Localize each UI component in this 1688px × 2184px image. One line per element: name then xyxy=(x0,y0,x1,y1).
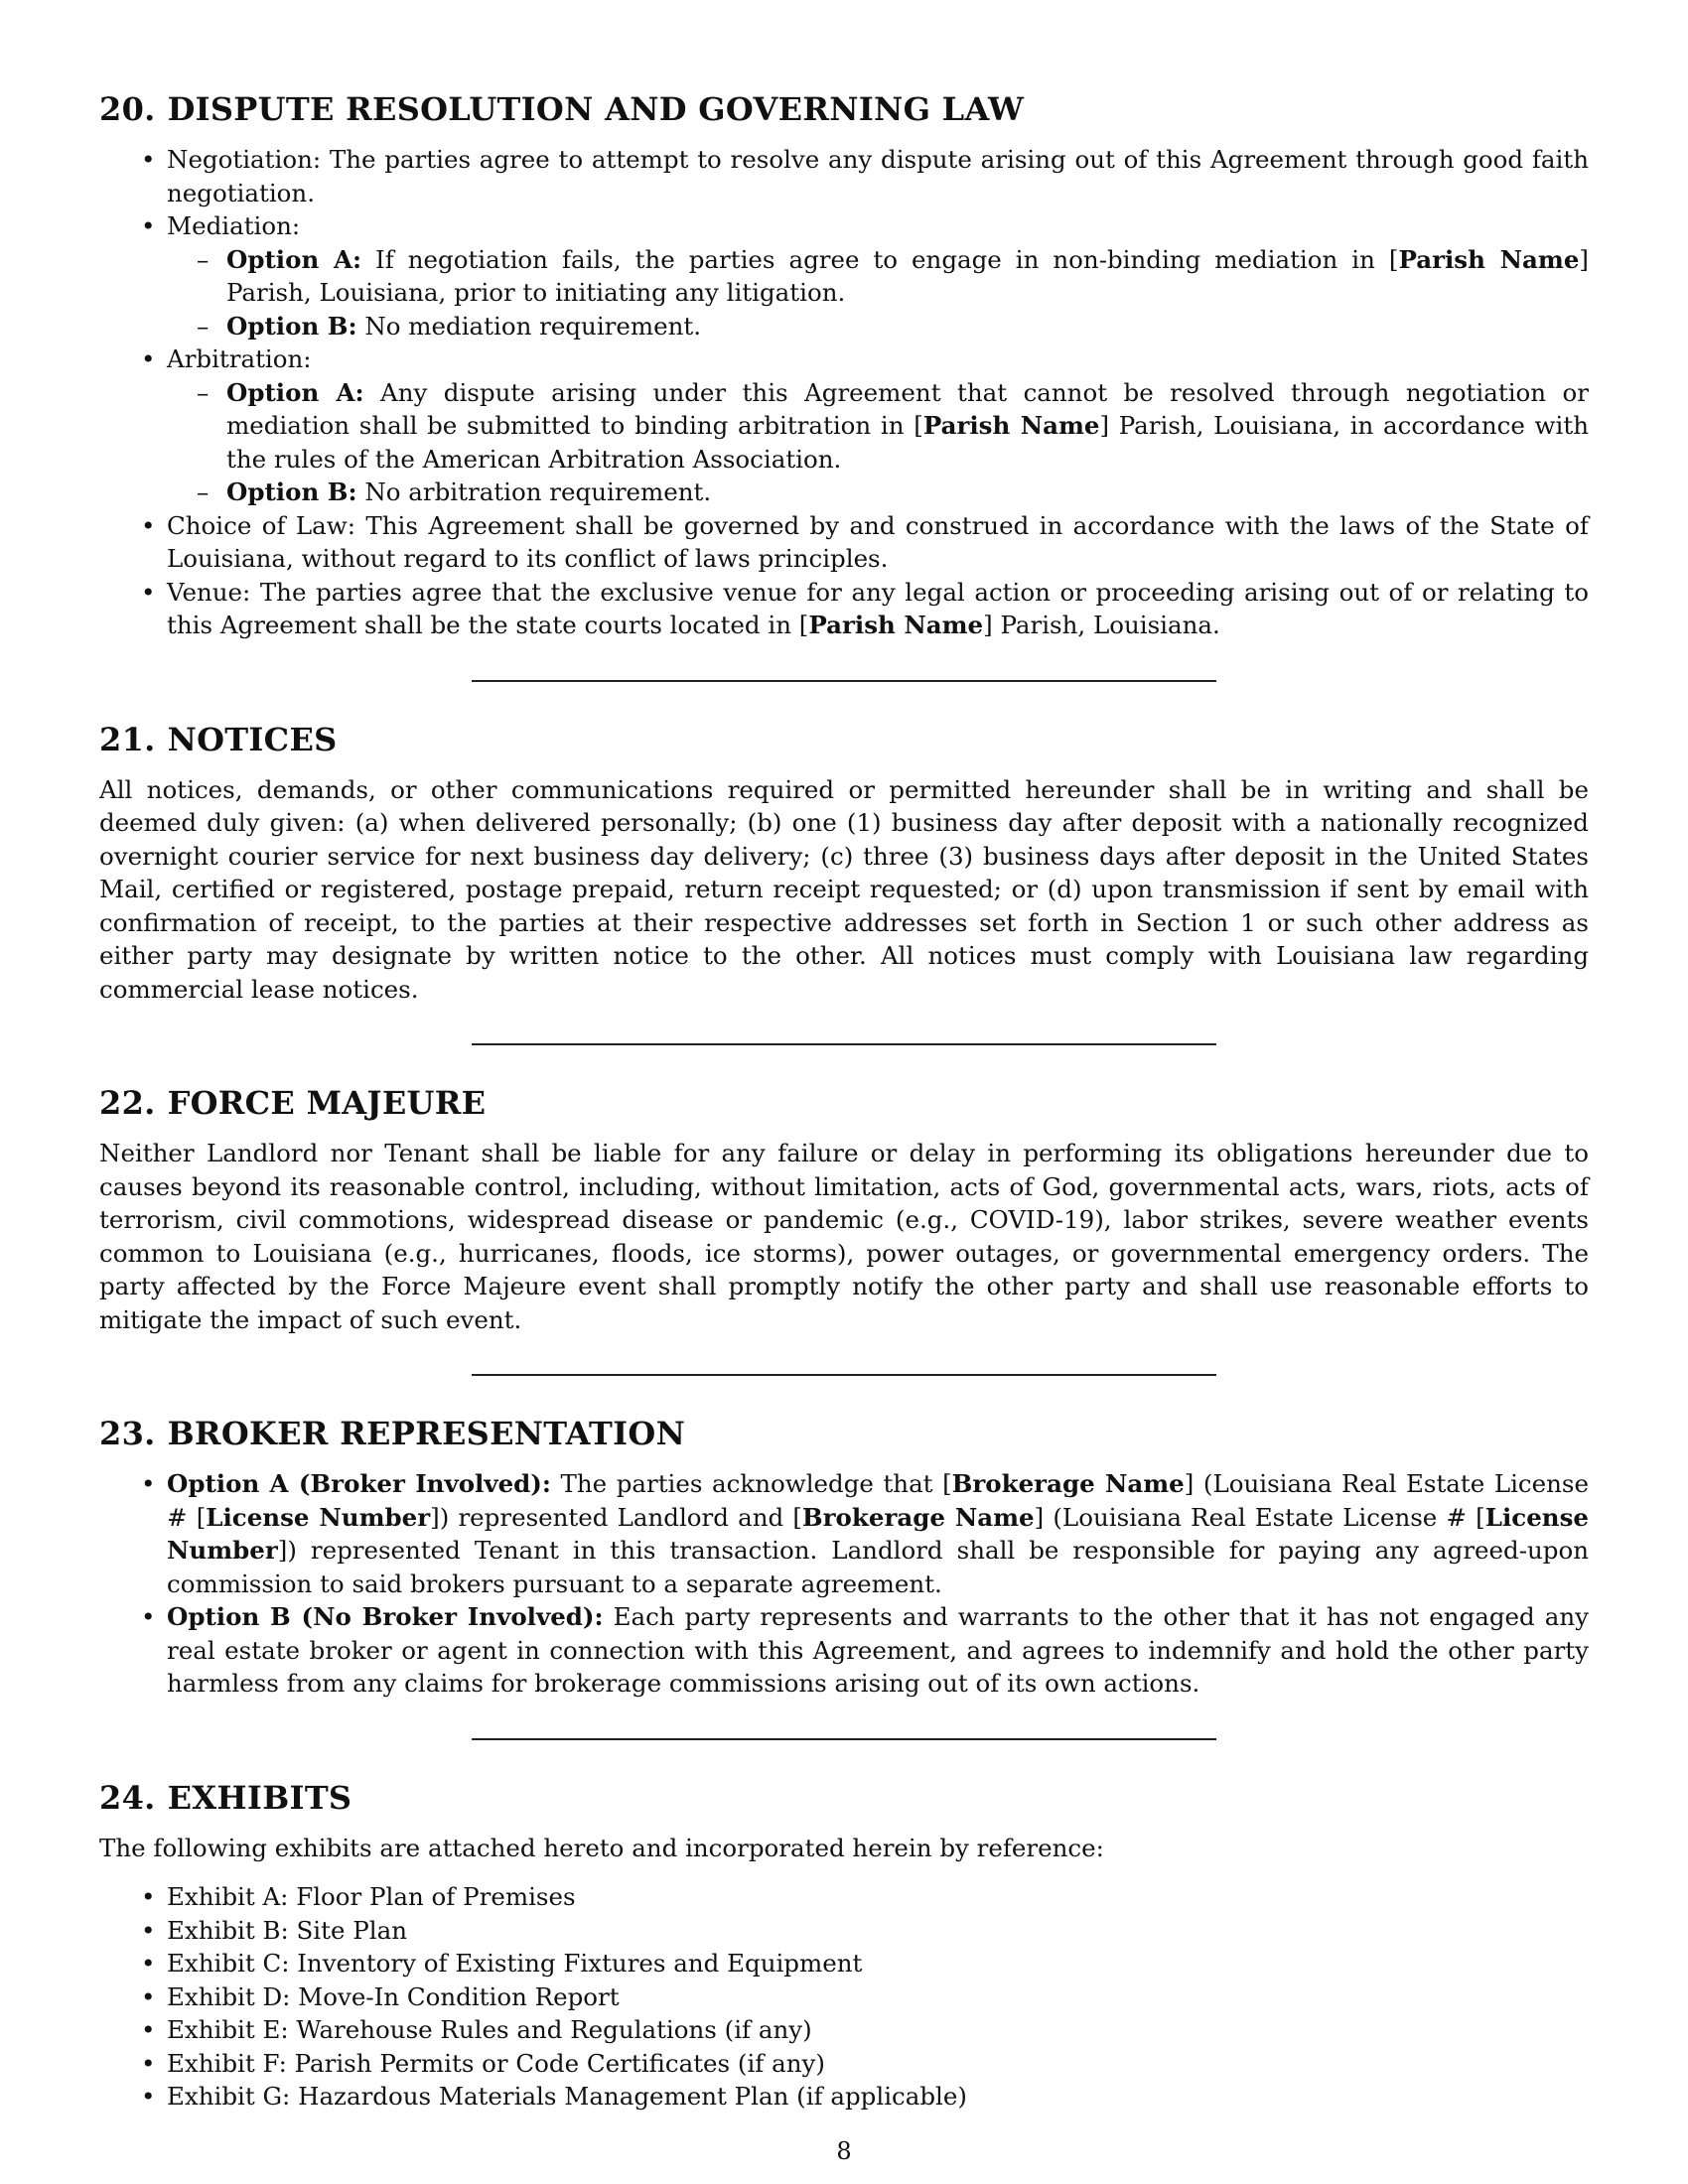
paragraph: All notices, demands, or other communications required or permitted hereunder shall be in writing and shall be deemed duly given: (a) when delivered personally; (b) one (1) business day after deposit with a nationally recognized overnight courier service for next business day delivery; (c) three (3) business days after deposit in the United States Mail, certified or registered, postage prepaid, return receipt requested; or (d) upon transmission if sent by email with confirmation of receipt, to the parties at their respective addresses set forth in Section 1 or such other address as either party may designate by written notice to the other. All notices must comply with Louisiana law regarding commercial lease notices. xyxy=(99,774,1589,1004)
text: ]) represented Tenant in this transaction. Landlord shall be responsible for paying any agreed-upon commission to said brokers pursuant to a separate agreement. xyxy=(167,1536,1589,1598)
list-item: • Negotiation: The parties agree to attempt to resolve any dispute arising out of this Agreement through good faith negotiation. xyxy=(167,143,1589,209)
section-title: BROKER REPRESENTATION xyxy=(167,1415,686,1452)
list-item: • Exhibit A: Floor Plan of Premises xyxy=(167,1880,1589,1914)
section-number: 22. xyxy=(99,1084,156,1122)
list-item xyxy=(167,209,1589,342)
section-title: DISPUTE RESOLUTION AND GOVERNING LAW xyxy=(167,90,1025,128)
placeholder-field: Parish Name xyxy=(1398,244,1580,274)
list-item xyxy=(167,576,1589,642)
list-item: • Choice of Law: This Agreement shall be governed by and construed in accordance with the laws of the State of Louisiana, without regard to its conflict of laws principles. xyxy=(167,509,1589,576)
text: No mediation requirement. xyxy=(356,311,702,341)
sub-list-item xyxy=(226,476,1589,509)
option-label: Option A: xyxy=(226,377,364,407)
section-heading xyxy=(99,89,1589,129)
list-item: • Exhibit G: Hazardous Materials Management Plan (if applicable) xyxy=(167,2080,1589,2114)
section-heading xyxy=(99,1083,1589,1123)
bullet-list xyxy=(99,143,1589,642)
list-item xyxy=(167,1467,1589,1600)
option-label: Option A (Broker Involved): xyxy=(167,1469,551,1498)
exhibit-list xyxy=(99,1880,1589,2114)
page-number: 8 xyxy=(836,2137,852,2165)
sub-list-item xyxy=(226,243,1589,310)
section-divider xyxy=(472,1738,1216,1740)
list-item xyxy=(167,1600,1589,1701)
paragraph: Neither Landlord nor Tenant shall be liable for any failure or delay in performing its obligations hereunder due to causes beyond its reasonable control, including, without limitation, acts of God, governmental acts, wars, riots, acts of terrorism, civil commotions, widespread disease or pandemic (e.g., COVID-19), labor strikes, severe weather events common to Louisiana (e.g., hurricanes, floods, ice storms), power outages, or governmental emergency orders. The party affected by the Force Majeure event shall promptly notify the other party and shall use reasonable efforts to mitigate the impact of such event. xyxy=(99,1139,1589,1334)
section-heading xyxy=(99,720,1589,759)
text: Any dispute arising under this Agreement that cannot be resolved through negotiation or mediation shall be submitted to binding arbitration in [ xyxy=(226,377,1589,440)
document-page xyxy=(99,89,1589,2114)
list-item: • Exhibit E: Warehouse Rules and Regulations (if any) xyxy=(167,2013,1589,2047)
section-20 xyxy=(99,89,1589,642)
section-22 xyxy=(99,1083,1589,1336)
text: ] (Louisiana Real Estate License # [ xyxy=(1034,1502,1485,1532)
placeholder-field: License Number xyxy=(206,1502,431,1532)
section-number: 23. xyxy=(99,1415,156,1452)
item-label: Arbitration: xyxy=(167,344,312,373)
section-21 xyxy=(99,720,1589,1007)
item-label: Mediation: xyxy=(167,211,301,240)
option-label: Option B (No Broker Involved): xyxy=(167,1602,604,1631)
placeholder-field: Parish Name xyxy=(922,411,1100,440)
text: Venue: The parties agree that the exclusive venue for any legal action or proceeding arising out of or relating to this Agreement shall be the state courts located in [ xyxy=(167,577,1589,639)
option-label: Option A: xyxy=(226,244,362,274)
sub-list-item xyxy=(226,310,1589,343)
section-divider xyxy=(472,1043,1216,1045)
section-24 xyxy=(99,1778,1589,2114)
list-item: • Exhibit F: Parish Permits or Code Certificates (if any) xyxy=(167,2047,1589,2081)
section-number: 20. xyxy=(99,90,156,128)
text: If negotiation fails, the parties agree to engage in non-binding mediation in [ xyxy=(361,244,1399,274)
sub-list-item xyxy=(226,376,1589,477)
section-divider xyxy=(472,1374,1216,1376)
list-item xyxy=(167,342,1589,509)
text: ]) represented Landlord and [ xyxy=(430,1502,802,1532)
section-number: 21. xyxy=(99,720,156,758)
section-heading xyxy=(99,1414,1589,1453)
text: The parties acknowledge that [ xyxy=(550,1469,952,1498)
paragraph: The following exhibits are attached hereto and incorporated herein by reference: xyxy=(99,1833,1104,1862)
section-23 xyxy=(99,1414,1589,1701)
list-item: • Exhibit D: Move-In Condition Report xyxy=(167,1980,1589,2014)
section-divider xyxy=(472,680,1216,682)
list-item: • Exhibit C: Inventory of Existing Fixtures and Equipment xyxy=(167,1947,1589,1980)
text: Each party represents and warrants to the other that it has not engaged any real estate broker or agent in connection with this Agreement, and agrees to indemnify and hold the other party harmless from any claims for brokerage commissions arising out of its own actions. xyxy=(167,1602,1589,1698)
section-title: EXHIBITS xyxy=(167,1778,352,1817)
text: ] Parish, Louisiana, prior to initiating any litigation. xyxy=(226,244,1589,307)
text: ] Parish, Louisiana, in accordance with the rules of the American Arbitration Association. xyxy=(226,411,1589,474)
text: ] (Louisiana Real Estate License # [ xyxy=(167,1469,1589,1532)
bullet-list xyxy=(99,1467,1589,1701)
placeholder-field: Brokerage Name xyxy=(951,1469,1185,1498)
placeholder-field: Parish Name xyxy=(808,611,984,639)
placeholder-field: License Number xyxy=(167,1502,1589,1565)
sub-list xyxy=(167,243,1589,343)
placeholder-field: Brokerage Name xyxy=(801,1502,1035,1532)
option-label: Option B: xyxy=(226,478,357,506)
text: No arbitration requirement. xyxy=(356,478,712,506)
text: ] Parish, Louisiana. xyxy=(983,611,1220,639)
list-item: • Exhibit B: Site Plan xyxy=(167,1914,1589,1948)
section-heading xyxy=(99,1778,1589,1818)
section-title: NOTICES xyxy=(167,720,338,758)
sub-list xyxy=(167,376,1589,509)
section-title: FORCE MAJEURE xyxy=(167,1084,487,1122)
section-number: 24. xyxy=(99,1778,156,1817)
option-label: Option B: xyxy=(226,311,357,341)
